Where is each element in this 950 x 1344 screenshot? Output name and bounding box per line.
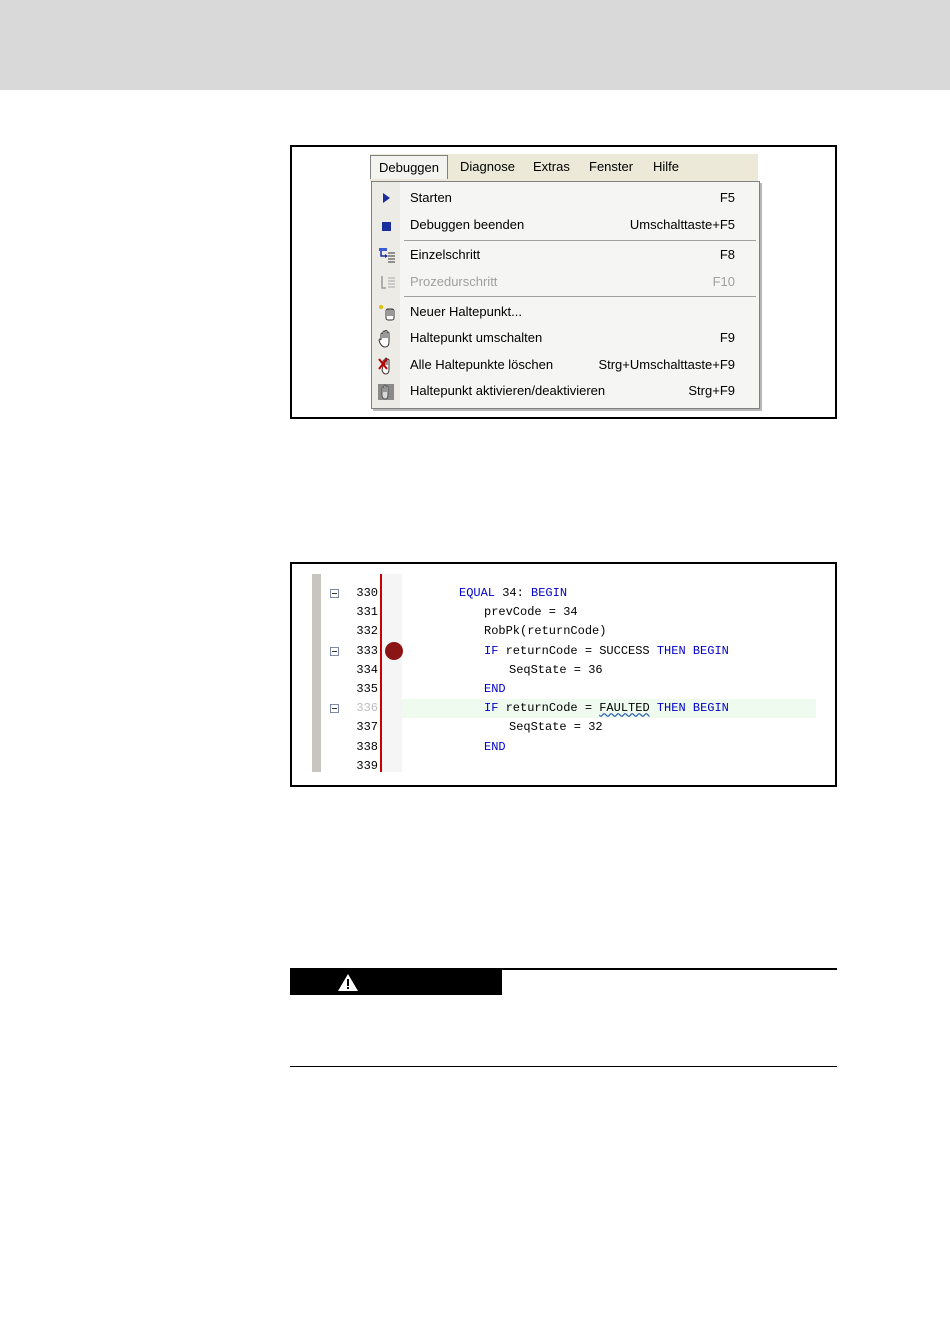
code-token [686,644,693,658]
menu-item-shortcut: Strg+Umschalttaste+F9 [598,357,735,372]
menu-item-debuggen-beenden[interactable] [372,212,759,238]
code-text [484,644,729,658]
line-number: 330 [356,586,378,600]
line-number: 336 [356,701,378,716]
code-line[interactable] [292,642,837,661]
collapse-icon[interactable] [330,589,339,598]
keyword-token: IF [484,643,499,658]
menu-item-label: Alle Haltepunkte löschen [410,357,554,372]
step-over-icon [378,274,394,290]
menu-item-shortcut: Umschalttaste+F5 [629,217,735,232]
collapse-icon[interactable] [330,704,339,713]
keyword-token: END [484,682,506,696]
code-line[interactable] [292,738,837,757]
line-number: 337 [356,720,378,735]
menu-item-haltepunkt-umschalten[interactable] [372,325,759,351]
code-token: returnCode = [498,701,600,716]
code-line[interactable] [292,622,837,641]
code-token: SeqState = 36 [509,662,603,677]
keyword-token: IF [484,701,499,716]
code-line[interactable] [292,584,837,603]
menu-item-einzelschritt[interactable] [372,242,759,268]
code-token: RobPk(returnCode) [484,624,607,639]
warning-bottom-rule [290,1066,837,1067]
line-number: 335 [356,682,378,696]
code-text [484,701,729,715]
line-number: 334 [356,662,378,677]
menu-extras[interactable]: Extras [533,159,570,174]
menu-separator [404,240,756,241]
menu-item-shortcut: F8 [719,247,735,262]
menu-hilfe[interactable]: Hilfe [653,159,680,174]
keyword-token: EQUAL [459,586,496,600]
warning-label-bar [290,970,502,995]
debug-dropdown-menu [371,181,760,409]
menu-item-label: Starten [410,190,452,205]
code-text [509,720,603,734]
menu-item-label: Neuer Haltepunkt... [410,304,523,319]
code-token: returnCode = SUCCESS [498,643,657,658]
code-line[interactable] [292,661,837,680]
menu-debuggen[interactable]: Debuggen [370,155,448,179]
line-number: 338 [356,739,378,754]
menu-diagnose[interactable]: Diagnose [460,159,515,174]
keyword-token: THEN [656,643,686,658]
code-line[interactable] [292,757,837,776]
code-text [484,605,578,619]
menu-bar [370,154,758,181]
code-token: SeqState = 32 [509,720,603,735]
toggle-breakpoint-icon [378,330,394,346]
code-editor-figure [290,562,837,787]
menu-item-starten[interactable] [372,185,759,211]
code-text [484,624,606,638]
menu-item-shortcut: F10 [712,274,735,289]
menu-item-shortcut: Strg+F9 [688,383,735,398]
keyword-token: THEN [656,701,686,716]
breakpoint-icon[interactable] [385,642,403,660]
stop-icon [378,217,394,233]
keyword-token: BEGIN [531,586,568,600]
menu-item-shortcut: F5 [719,190,735,205]
debug-menu-figure [290,145,837,419]
page-header-band [0,0,950,90]
menu-item-prozedurschritt[interactable] [372,269,759,295]
delete-breakpoints-icon [378,357,394,373]
code-line[interactable] [292,699,837,718]
code-text [509,663,603,677]
code-token: FAULTED [599,701,650,716]
keyword-token: BEGIN [692,701,729,716]
breakpoint-margin-line [380,574,382,772]
menu-item-label: Haltepunkt aktivieren/deaktivieren [410,383,606,398]
step-into-icon [378,247,394,263]
new-breakpoint-icon [378,304,394,320]
code-text [484,740,506,754]
line-number: 332 [356,624,378,639]
warning-triangle-icon [290,970,502,995]
code-token [650,701,657,715]
code-line[interactable] [292,718,837,737]
line-number: 333 [356,643,378,658]
menu-item-shortcut: F9 [719,330,735,345]
line-number: 339 [356,758,378,773]
line-number: 331 [356,605,378,620]
code-token: prevCode = 34 [484,605,578,620]
enable-breakpoint-icon [378,383,394,399]
menu-item-neuer-haltepunkt[interactable] [372,299,759,325]
keyword-token: BEGIN [692,643,729,658]
menu-item-label: Haltepunkt umschalten [410,330,543,345]
menu-item-haltepunkt-aktivieren[interactable] [372,378,759,404]
menu-item-label: Debuggen beenden [410,217,525,232]
collapse-icon[interactable] [330,647,339,656]
keyword-token: END [484,739,506,754]
code-line[interactable] [292,603,837,622]
menu-separator [404,296,756,297]
menu-item-label: Prozedurschritt [410,274,498,289]
menu-fenster[interactable]: Fenster [589,159,634,174]
menu-item-alle-haltepunkte-loeschen[interactable] [372,352,759,378]
menu-item-label: Einzelschritt [410,247,481,262]
play-icon [378,190,394,206]
code-line[interactable] [292,680,837,699]
code-text [459,586,567,600]
code-token [686,701,693,715]
code-token: 34: [495,586,532,600]
code-text [484,682,506,696]
